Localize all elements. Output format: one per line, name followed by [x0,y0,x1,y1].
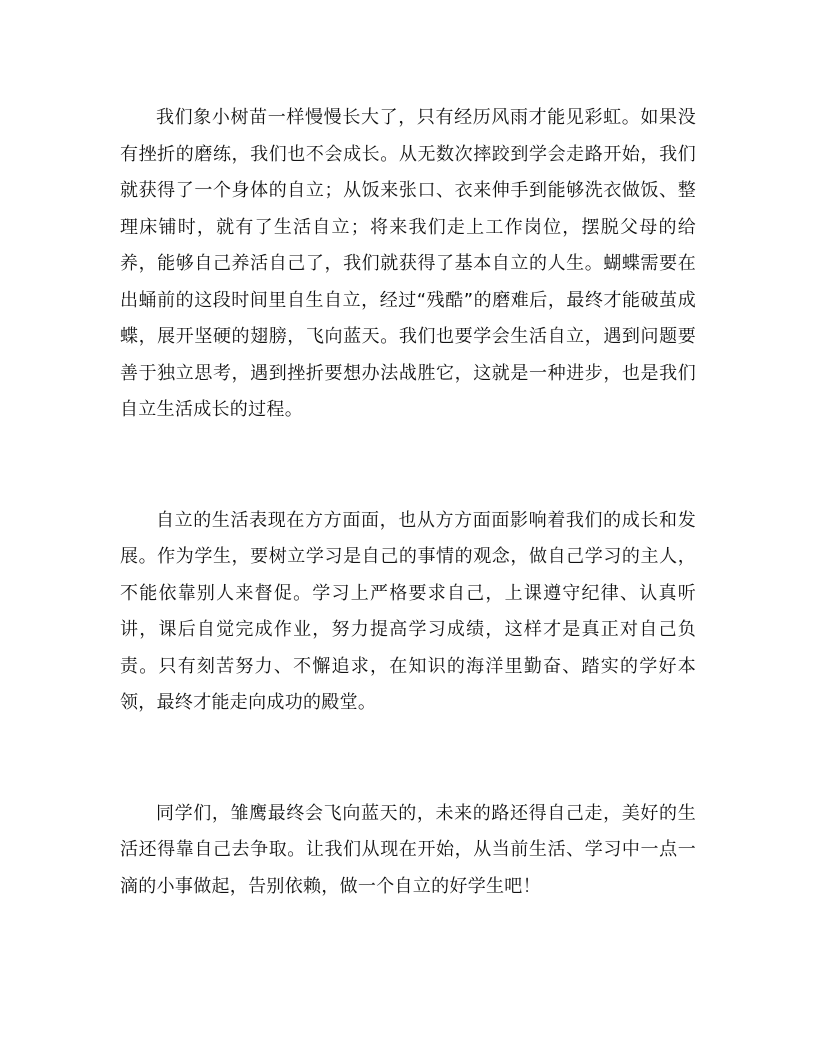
paragraph-2: 自立的生活表现在方方面面，也从方方面面影响着我们的成长和发展。作为学生，要树立学习是自己的事情的观念，做自己学习的主人，不能依靠别人来督促。学习上严格要求自己，上课遵守纪律、认真听讲，课后自觉完成作业，努力提高学习成绩，这样才是真正对自己负责。只有刻苦努力、不懈追求，在知识的海洋里勤奋、踏实的学好本领，最终才能走向成功的殿堂。 [120,509,696,713]
document-body [120,100,696,905]
paragraph-1: 我们象小树苗一样慢慢长大了，只有经历风雨才能见彩虹。如果没有挫折的磨练，我们也不会成长。从无数次摔跤到学会走路开始，我们就获得了一个身体的自立；从饭来张口、衣来伸手到能够洗衣做饭、整理床铺时，就有了生活自立；将来我们走上工作岗位，摆脱父母的给养，能够自己养活自己了，我们就获得了基本自立的人生。蝴蝶需要在出蛹前的这段时间里自生自立，经过“残酷”的磨难后，最终才能破茧成蝶，展开坚硬的翅膀，飞向蓝天。我们也要学会生活自立，遇到问题要善于独立思考，遇到挫折要想办法战胜它，这就是一种进步，也是我们自立生活成长的过程。 [120,107,696,420]
paragraph-3: 同学们，雏鹰最终会飞向蓝天的，未来的路还得自己走，美好的生活还得靠自己去争取。让我们从现在开始，从当前生活、学习中一点一滴的小事做起，告别依赖，做一个自立的好学生吧！ [120,802,696,897]
